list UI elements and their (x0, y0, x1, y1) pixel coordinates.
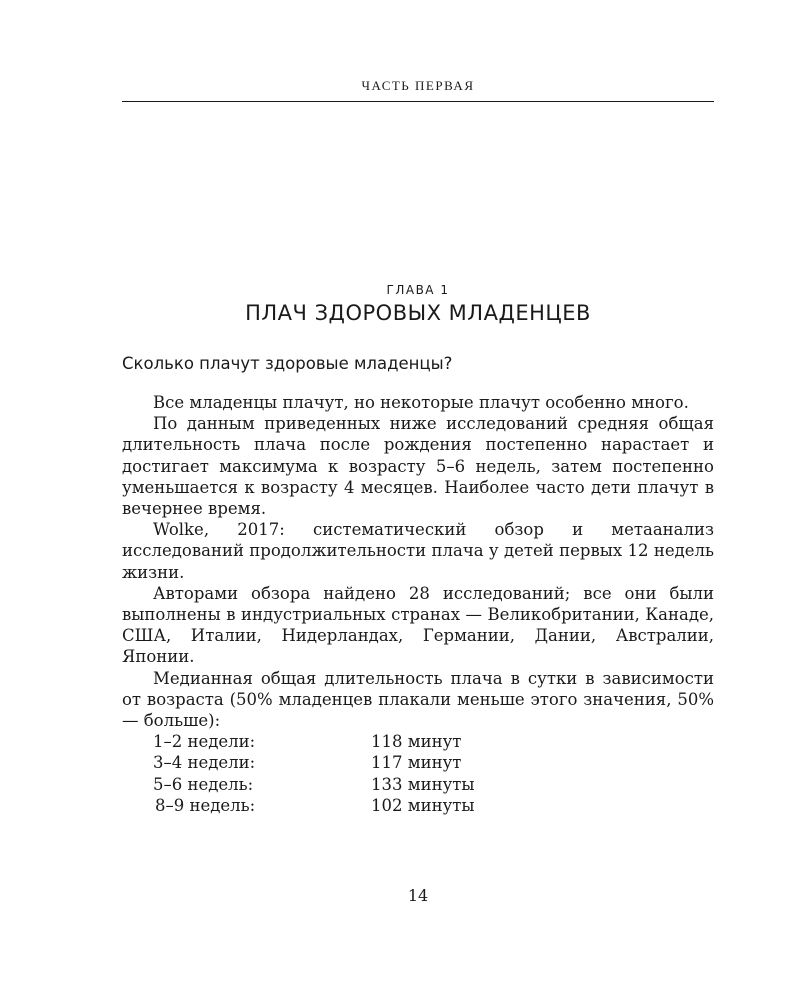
crying-duration-table (122, 731, 475, 816)
section-heading: Сколько плачут здоровые младенцы? (122, 354, 453, 373)
paragraph-3: Wolke, 2017: систематический обзор и метаанализ исследований продолжительности плача у детей первых 12 недель жизни. (122, 520, 714, 582)
table-cell-age: 1–2 недели: (153, 732, 256, 752)
table-cell-duration: 102 минуты (371, 795, 475, 815)
paragraph-4: Авторами обзора найдено 28 исследований; все они были выполнены в индустриальных странах — Великобритании, Канаде, США, Италии, Нидерландах, Германии, Дании, Австралии, Японии. (122, 583, 714, 667)
table-row (122, 795, 475, 816)
running-head: ЧАСТЬ ПЕРВАЯ (361, 78, 475, 93)
table-cell-duration: 133 минуты (371, 774, 475, 794)
header-rule (122, 101, 714, 102)
table-cell-age: 3–4 недели: (153, 753, 256, 773)
chapter-title: ПЛАЧ ЗДОРОВЫХ МЛАДЕНЦЕВ (245, 301, 591, 325)
table-cell-age: 8–9 недель: (155, 795, 256, 815)
table-cell-age: 5–6 недель: (153, 774, 254, 794)
page-number: 14 (407, 886, 429, 905)
table-cell-duration: 117 минут (371, 753, 462, 773)
paragraph-2: По данным приведенных ниже исследований средняя общая длительность плача после рождения постепенно нарастает и достигает максимума к возрасту 5–6 недель, затем постепенно уменьшается к возрасту 4 месяцев. Наиболее часто дети плачут в вечернее время. (122, 414, 714, 519)
body-text (122, 392, 714, 816)
paragraph-5: Медианная общая длительность плача в сутки в зависимости от возраста (50% младенцев плакали меньше этого значения, 50% — больше): (122, 668, 714, 731)
table-row (122, 774, 475, 795)
table-cell-duration: 118 минут (371, 732, 462, 752)
table-row (122, 752, 475, 773)
table-row (122, 731, 475, 752)
paragraph-1: Все младенцы плачут, но некоторые плачут особенно много. (153, 393, 689, 412)
chapter-label: ГЛАВА 1 (386, 283, 450, 297)
